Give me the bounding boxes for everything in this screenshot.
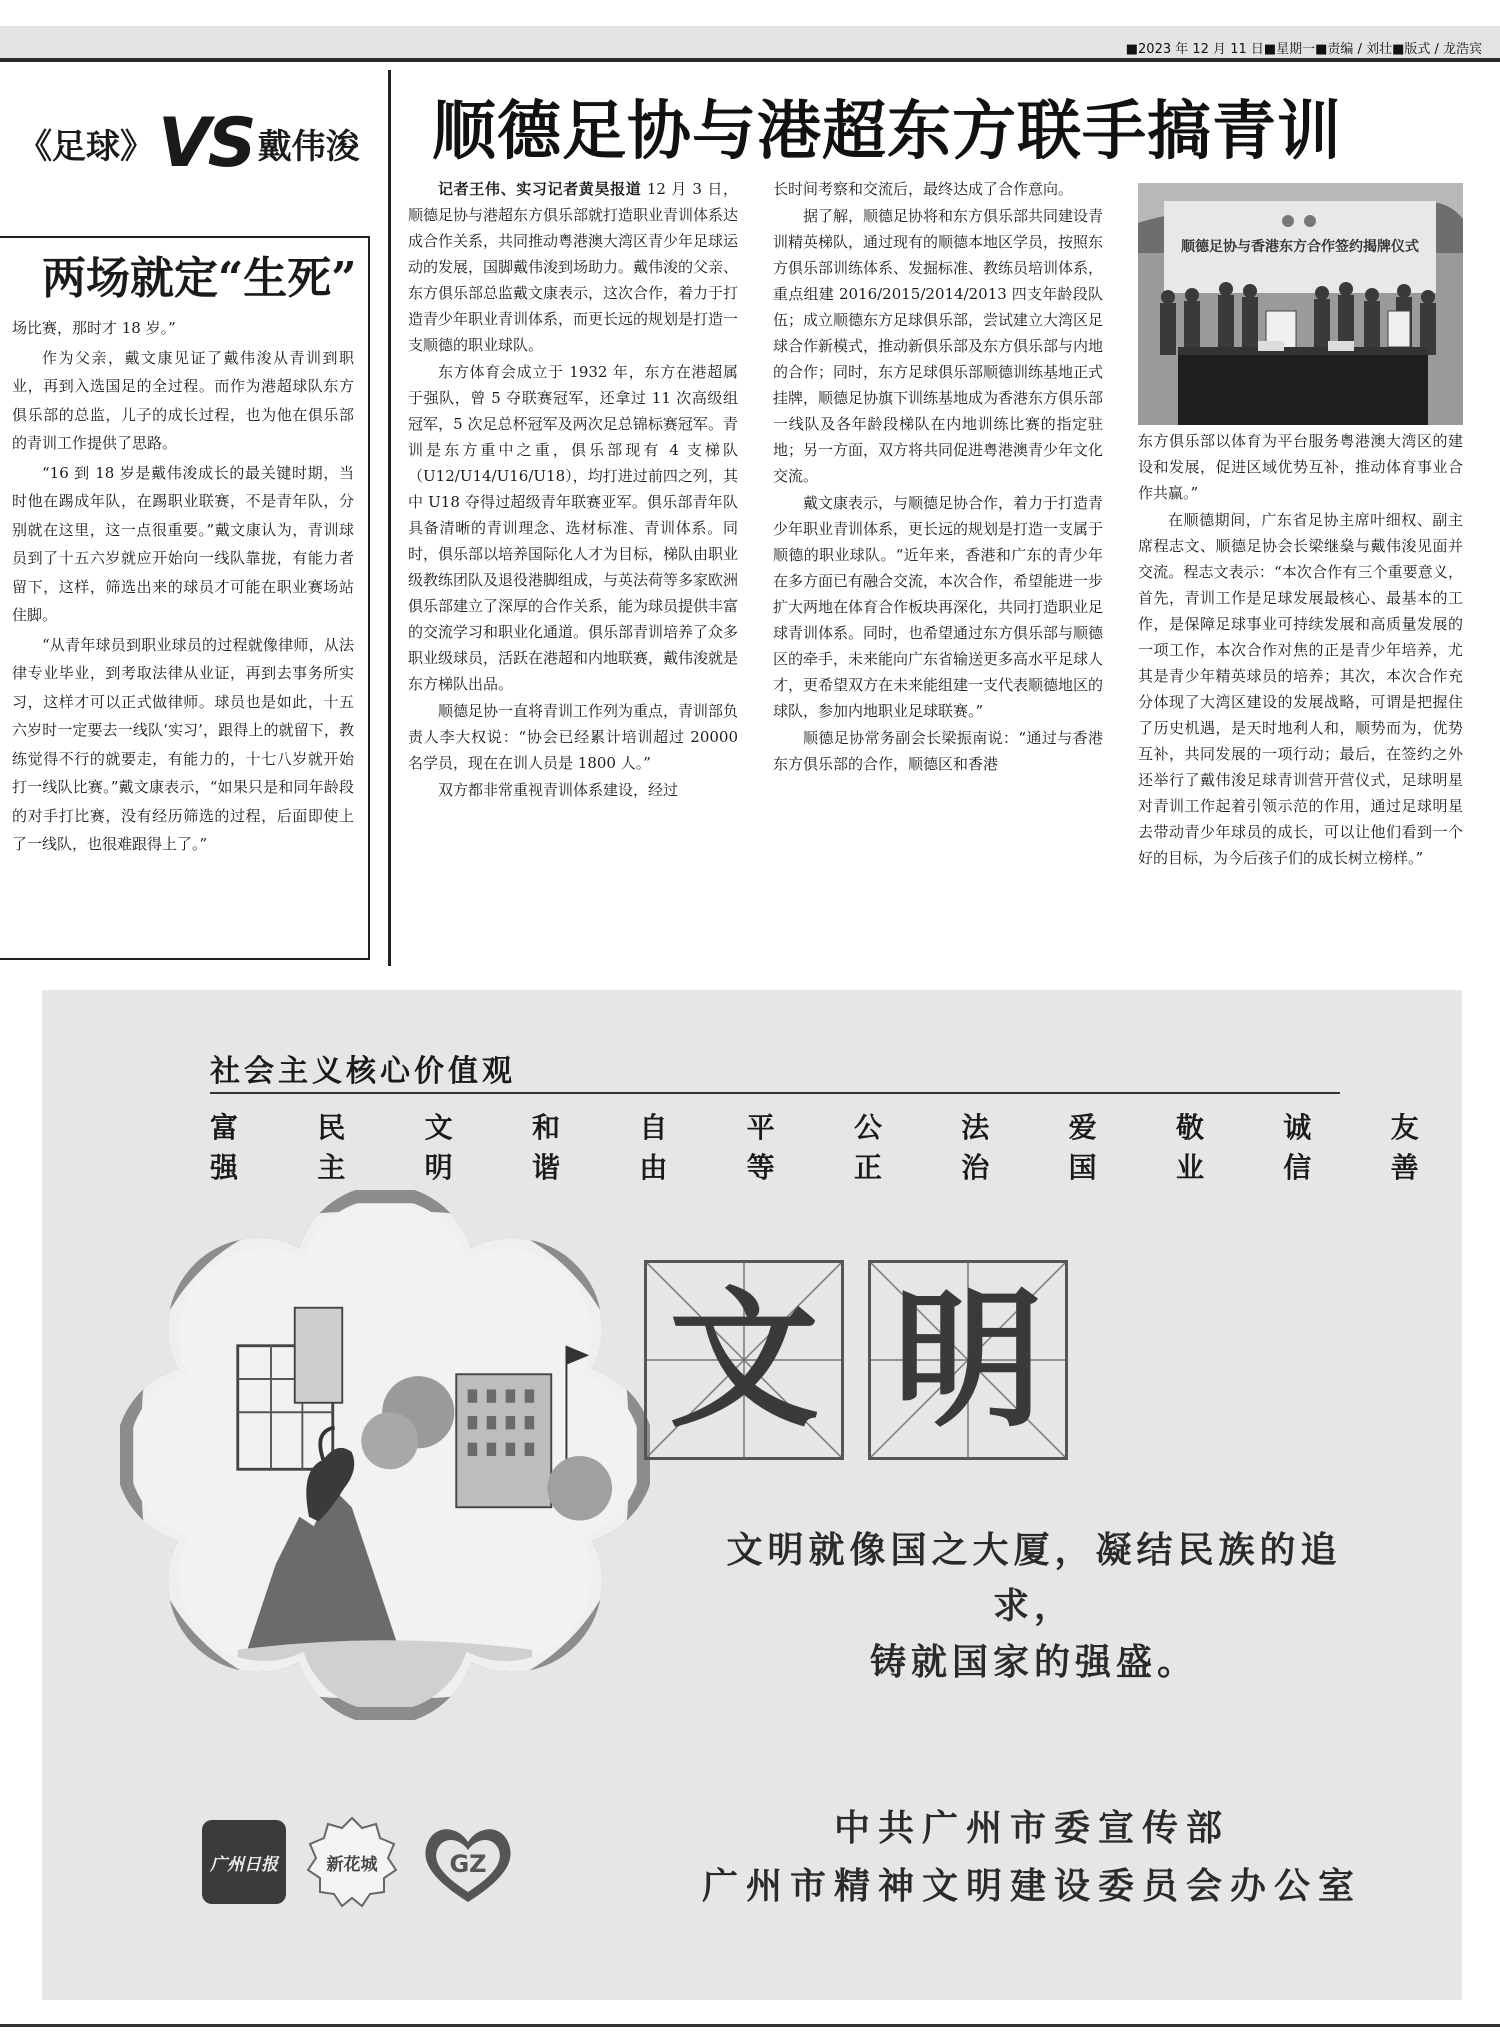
paragraph: “从青年球员到职业球员的过程就像律师，从法律专业毕业，到考取法律从业证，再到去事务所实习，这样才可以正式做律师。球员也是如此，十五六岁时一定要去一线队‘实习’，跟得上的就留下，教练觉得不行的就要走，有能力的，十七八岁就开始打一线队比赛。”戴文康表示，“如果只是和同年龄段的对手打比赛，没有经历筛选的过程，后面即使上了一线队，也很难跟得上了。” [12,635,354,853]
byline: 记者王伟、实习记者黄昊报道 [438,180,642,198]
grid-character-box-1 [644,1260,844,1460]
core-value: 文明 [424,1111,461,1184]
ink-wash-scene-illustration [120,1190,650,1720]
core-value: 和谐 [531,1111,568,1184]
column-divider [388,70,391,966]
core-values-list [210,1106,1462,1186]
core-value: 友善 [1390,1111,1427,1184]
kicker-part-b: 戴伟浚 [257,127,360,167]
left-article-box [0,236,370,960]
paragraph: “16 到 18 岁是戴伟浚成长的最关键时期，当时他在踢成年队，在踢职业联赛，不是青年队，分别就在这里，这一点很重要。”戴文康认为，青训球员到了十五六岁就应开始向一线队靠拢，有能力者留下，这样，筛选出来的球员才可能在职业赛场站住脚。 [12,463,354,624]
sponsor-org-2: 广州市精神文明建设委员会办公室 [702,1865,1363,1907]
paragraph: 顺德足协常务副会长梁振南说：“通过与香港东方俱乐部的合作，顺德区和香港 [773,729,1103,773]
paragraph: 场比赛，那时才 18 岁。” [12,319,176,337]
slogan-line: 文明就像国之大厦，凝结民族的追求， [726,1529,1342,1627]
grid-character: 文 [668,1272,819,1448]
ad-heading-rule [210,1092,1340,1094]
core-value: 爱国 [1068,1111,1105,1184]
grid-character: 明 [892,1272,1043,1448]
core-value: 平等 [746,1111,783,1184]
ad-heading: 社会主义核心价值观 [210,1054,516,1089]
page-bottom-rule [0,2024,1500,2027]
left-article-body [12,314,354,859]
page-header-bar [0,26,1500,62]
core-value: 自由 [639,1111,676,1184]
article-column-3 [1138,428,1463,968]
article-column-2 [773,176,1103,966]
kicker-part-a: 《足球》 [18,127,154,167]
paragraph: 东方体育会成立于 1932 年，东方在港超属于强队，曾 5 夺联赛冠军，还拿过 11 次高级组冠军，5 次足总杯冠军及两次足总锦标赛冠军。青训是东方重中之重，俱乐部现有 4 支梯队（U12/U14/U16/U18），均打进过前四之列，其中 U18 夺得过超级青年联赛亚军。俱乐部青年队具备清晰的青训理念、选材标准、青训体系。同时，俱乐部以培养国际化人才为目标，梯队由职业级教练团队及退役港脚组成，与英法荷等多家欧洲俱乐部建立了深厚的合作关系，能为球员提供丰富的交流学习和职业化通道。俱乐部青训培养了众多职业级球员，活跃在港超和内地联赛，戴伟浚就是东方梯队出品。 [408,363,738,693]
core-value: 敬业 [1175,1111,1212,1184]
logo-text: 新花城 [326,1855,378,1875]
paragraph: 双方都非常重视青训体系建设，经过 [438,781,679,799]
gz-heart-logo [420,1820,516,1906]
left-subtitle: 两场就定“生死” [42,253,357,304]
paragraph: 在顺德期间，广东省足协主席叶细权、副主席程志文、顺德足协会长梁继燊与戴伟浚见面并交流。程志文表示：“本次合作有三个重要意义，首先，青训工作是足球发展最核心、最基本的工作，是保障足球事业可持续发展和高质量发展的一项工作，本次合作对焦的正是青少年培养，尤其是青少年精英球员的培养；其次，本次合作充分体现了大湾区建设的发展战略，可谓是把握住了历史机遇，是天时地利人和，顺势而为，优势互补，共同发展的一项行动；最后，在签约之外还举行了戴伟浚足球青训营开营仪式，足球明星对青训工作起着引领示范的作用，通过足球明星去带动青少年球员的成长，可以让他们看到一个好的目标，为今后孩子们的成长树立榜样。” [1138,511,1463,867]
signing-ceremony-photo [1138,183,1463,425]
paragraph: 顺德足协一直将青训工作列为重点，青训部负责人李大权说：“协会已经累计培训超过 20000 名学员，现在在训人员是 1800 人。” [408,702,738,772]
paragraph: 戴文康表示，与顺德足协合作，着力于打造青少年职业青训体系，更长远的规划是打造一支属于顺德的职业球队。“近年来，香港和广东的青少年在多方面已有融合交流，本次合作，希望能进一步扩大两地在体育合作板块再深化，共同打造职业足球青训体系。同时，也希望通过东方俱乐部与顺德区的牵手，未来能向广东省输送更多高水平足球人才，更希望双方在未来能组建一支代表顺德地区的球队，参加内地职业足球联赛。” [773,494,1103,720]
paragraph: 作为父亲，戴文康见证了戴伟浚从青训到职业，再到入选国足的全过程。而作为港超球队东方俱乐部的总监，儿子的成长过程，也为他在俱乐部的青训工作提供了思路。 [12,348,354,452]
issue-info: ■2023 年 12 月 11 日■星期一■责编 / 刘壮■版式 / 龙浩宾 [1125,42,1482,57]
paragraph: 东方俱乐部以体育为平台服务粤港澳大湾区的建设和发展，促进区域优势互补，推动体育事业合作共赢。” [1138,432,1463,502]
logo-text: GZ [449,1850,487,1878]
guangzhou-daily-logo: 广州日报 [202,1820,286,1904]
paragraph: 12 月 3 日，顺德足协与港超东方俱乐部就打造职业青训体系达成合作关系，共同推动粤港澳大湾区青少年足球运动的发展，国脚戴伟浚到场助力。戴伟浚的父亲、东方俱乐部总监戴文康表示，这次合作，着力于打造青少年职业青训体系，而更长远的规划是打造一支顺德的职业球队。 [408,180,738,354]
article-headline: 顺德足协与港超东方联手搞青训 [432,94,1342,169]
core-value: 法治 [961,1111,998,1184]
photo-illustration [1138,183,1463,425]
kicker-vs: VS [158,104,254,183]
article-column-1 [408,176,738,966]
grid-character-box-2 [868,1260,1068,1460]
left-kicker [18,104,376,184]
xinhuacheng-logo [304,1814,400,1910]
core-value: 诚信 [1283,1111,1320,1184]
slogan-line: 铸就国家的强盛。 [869,1641,1198,1683]
paragraph: 长时间考察和交流后，最终达成了合作意向。 [773,180,1074,198]
core-values-advertisement [42,990,1462,2000]
paragraph: 据了解，顺德足协将和东方俱乐部共同建设青训精英梯队，通过现有的顺德本地区学员，按照东方俱乐部训练体系、发掘标准、教练员培训体系，重点组建 2016/2015/2014/2013 四支年龄段队伍；成立顺德东方足球俱乐部，尝试建立大湾区足球合作新模式，推动新俱乐部及东方俱乐部与内地的合作；同时，东方足球俱乐部顺德训练基地正式挂牌，顺德足协旗下训练基地成为香港东方俱乐部一线队及各年龄段梯队在内地训练比赛的指定驻地；另一方面，双方将共同促进粤港澳青少年文化交流。 [773,207,1103,485]
ad-slogan [694,1522,1374,1690]
core-value: 富强 [210,1111,247,1184]
sponsor-org-1: 中共广州市委宣传部 [833,1807,1230,1849]
core-value: 公正 [853,1111,890,1184]
core-value: 民主 [317,1111,354,1184]
photo-banner-text: 顺德足协与香港东方合作签约揭牌仪式 [1181,239,1419,255]
